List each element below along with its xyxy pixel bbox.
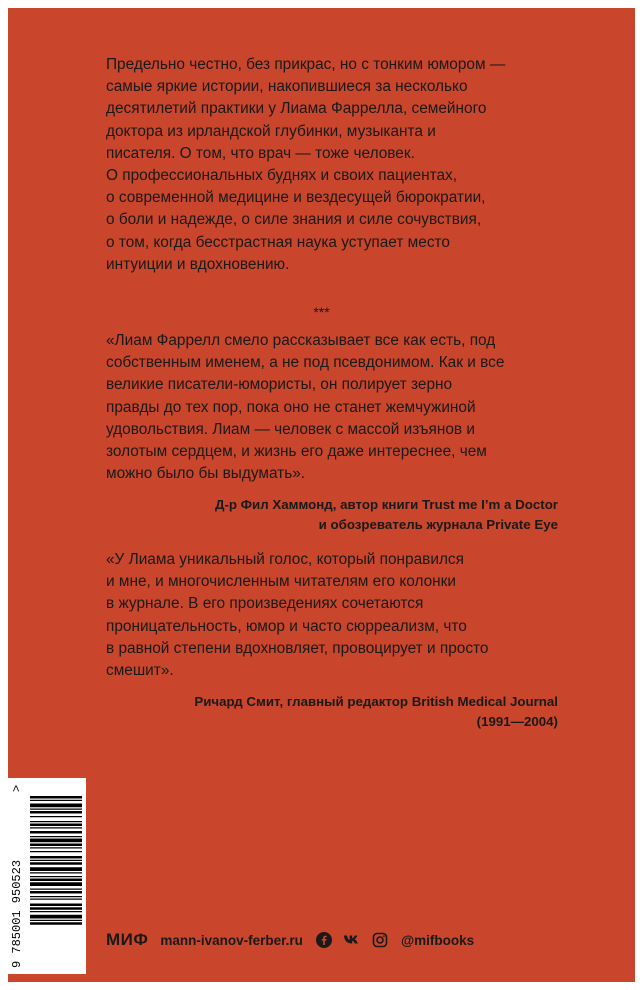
barcode-bar: [30, 876, 82, 877]
social-handle[interactable]: @mifbooks: [400, 932, 475, 948]
barcode-bar: [30, 856, 82, 859]
barcode-bar: [30, 824, 82, 827]
review-attribution-2: Ричард Смит, главный редактор British Medical Journal (1991—2004): [194, 694, 558, 729]
barcode-bar: [30, 836, 82, 837]
barcode-bar: [30, 809, 82, 810]
back-cover: [8, 8, 635, 982]
barcode-bar: [30, 920, 82, 921]
barcode-bar: [30, 821, 82, 822]
barcode-bar: [30, 827, 82, 828]
barcode-bar: [30, 796, 82, 799]
barcode-bar: [30, 899, 82, 900]
barcode-bar: [30, 922, 82, 925]
barcode-digits: 9 785001 950523: [10, 859, 24, 968]
facebook-icon[interactable]: [315, 931, 333, 949]
barcode-bar: [30, 891, 82, 894]
barcode-bar: [30, 889, 82, 890]
barcode-bar: [30, 907, 82, 910]
book-blurb: Предельно честно, без прикрас, но с тонким юмором — самые яркие истории, накопившиеся за несколько десятилетий практики у Лиама Фаррелла, семейного доктора из ирландской глубинки, музыканта и писателя. О том, что врач — тоже человек. О профессиональных буднях и своих пациентах, о современной медицине и вездесущей бюрократии, о боли и надежде, о силе знания и силе сочувствия, о том, когда бесстрастная наука уступает место интуиции и вдохновению.: [106, 56, 506, 273]
barcode-bar: [30, 879, 82, 882]
barcode-bar: [30, 904, 82, 907]
instagram-icon[interactable]: [371, 931, 389, 949]
barcode-bar: [30, 847, 82, 848]
vk-icon[interactable]: [343, 931, 361, 949]
barcode-bar: [30, 860, 82, 861]
publisher-website[interactable]: mann-ivanov-ferber.ru: [160, 932, 303, 948]
publisher-logo: МИФ: [106, 930, 149, 949]
barcode-arrow: >: [10, 784, 24, 792]
barcode-bar: [30, 867, 82, 871]
barcode-bar: [30, 816, 82, 817]
barcode-bar: [30, 915, 82, 919]
barcode-bar: [30, 811, 82, 814]
barcode-graphic: [8, 778, 86, 974]
review-quote-1: «Лиам Фаррелл смело рассказывает все как есть, под собственным именем, а не под псевдонимом. Как и все великие писатели-юмористы, он полирует зерно правды до тех пор, пока оно не станет жемчужиной удовольствия. Лиам — человек с массой изъянов и золотым сердцем, и жизнь его даже интереснее, чем можно было бы выдумать».: [106, 332, 505, 483]
barcode-bar: [30, 882, 82, 886]
barcode-bar: [30, 804, 82, 808]
isbn-barcode: [8, 778, 86, 974]
publisher-footer: [106, 928, 576, 952]
review-attribution-1: Д-р Фил Хаммонд, автор книги Trust me I’m a Doctor и обозреватель журнала Private Eye: [214, 497, 558, 532]
barcode-bar: [30, 839, 82, 843]
barcode-bar: [30, 862, 82, 865]
barcode-bar: [30, 844, 82, 847]
section-separator: ***: [313, 304, 330, 320]
barcode-bar: [30, 831, 82, 834]
barcode-bar: [30, 800, 82, 801]
barcode-bar: [30, 872, 82, 873]
barcode-bar: [30, 896, 82, 897]
barcode-bar: [30, 851, 82, 852]
review-quote-2: «У Лиама уникальный голос, который понравился и мне, и многочисленным читателям его колонки в журнале. В его произведениях сочетаются проницательность, юмор и часто сюрреализм, что в равной степени вдохновляет, провоцирует и просто смешит».: [106, 551, 489, 680]
barcode-bar: [30, 911, 82, 912]
